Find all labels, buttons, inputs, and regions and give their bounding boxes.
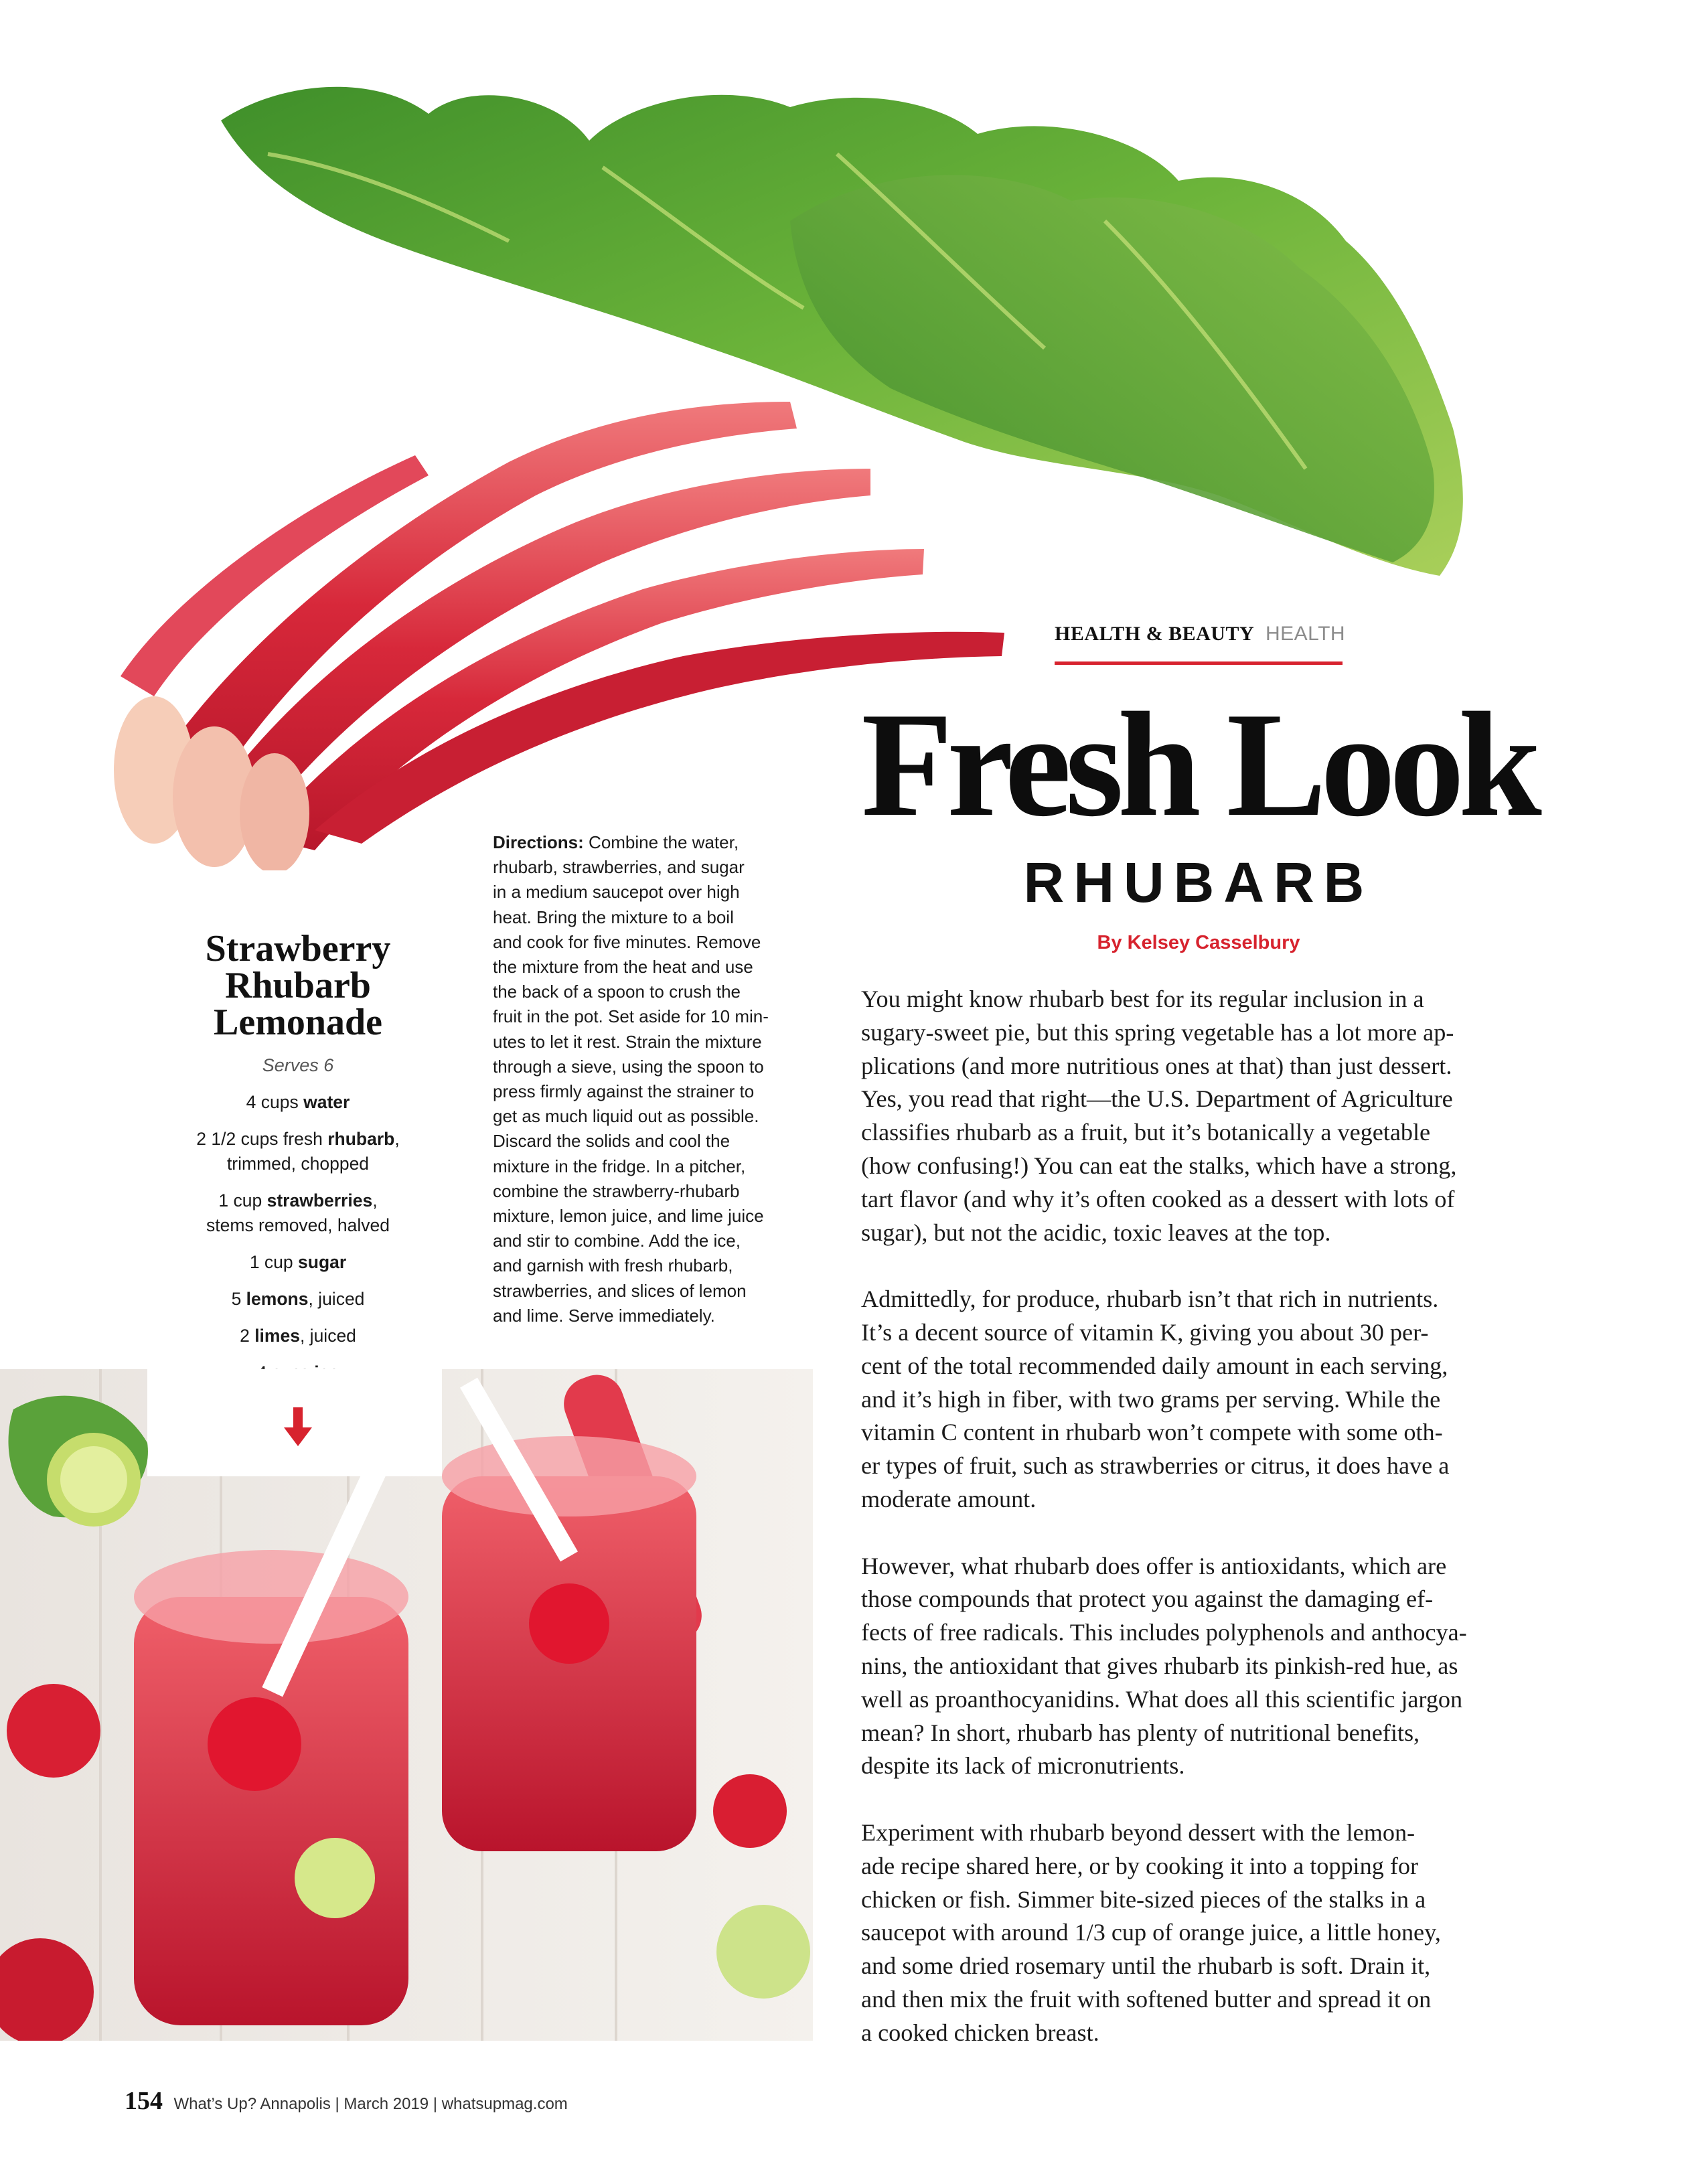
article-paragraph: Admittedly, for produce, rhubarb isn’t that rich in nutrients. It’s a decent source of vitamin K, giving you about 30 per- cent of the total recommended daily amount in each serving, and it’s high in fiber, with two grams per serving. While the vitamin C content in rhubarb won’t compete with some oth- er types of fruit, such as strawberries or citrus, it does have a moderate amount.	[861, 1285, 1450, 1512]
page-number: 154	[125, 2087, 163, 2115]
ingredient-note: , stems removed, halved	[206, 1190, 390, 1235]
article-body	[861, 983, 1551, 2050]
ingredient-qty: 5	[231, 1289, 246, 1309]
ingredient-qty: 1 cup	[249, 1252, 299, 1272]
headline: Fresh Look	[861, 682, 1536, 848]
ingredient-item	[154, 1287, 442, 1312]
ingredient-name: limes	[254, 1326, 300, 1346]
ingredient-note: , trimmed, chopped	[226, 1129, 400, 1174]
directions-label: Directions:	[493, 832, 584, 852]
page-footer	[125, 2086, 568, 2116]
section-secondary: HEALTH	[1265, 623, 1346, 645]
section-primary: HEALTH & BEAUTY	[1055, 623, 1255, 645]
ingredient-item	[154, 1188, 442, 1238]
article-paragraph: However, what rhubarb does offer is antioxidants, which are those compounds that protect you against the damaging ef- fects of free radicals. This includes polyphenols and anthocya- nins, the antioxidant that gives rhubarb its pinkish-red hue, as well as proanthocyanidins. What does all this scientific jargon mean? In short, rhubarb has plenty of nutritional benefits, despite its lack of micronutrients.	[861, 1552, 1467, 1780]
drink-glass-right	[442, 1378, 696, 1851]
ingredient-note: , juiced	[299, 1326, 356, 1346]
ingredient-qty: 1 cup	[218, 1190, 267, 1211]
lemonade-photo	[0, 1369, 813, 2041]
rhubarb-leaves	[221, 87, 1463, 576]
ingredient-note: , juiced	[308, 1289, 365, 1309]
ingredient-name: water	[303, 1092, 350, 1112]
ingredient-name: strawberries	[266, 1190, 373, 1211]
ingredient-item	[154, 1250, 442, 1275]
section-divider	[1055, 661, 1343, 665]
ingredient-item	[154, 1090, 442, 1115]
directions-text: Combine the water, rhubarb, strawberries, and sugar in a medium saucepot over high heat. Bring the mixture to a boil and cook for five minutes. Remove the mixture from the heat and use the back of a spoon to crush the fruit in the pot. Set aside for 10 min- utes to let it rest. Strain the mixture through a sieve, using the spoon to press firmly against the strainer to get as much liquid out as possible. Discard the solids and cool the mixture in the fridge. In a pitcher, combine the strawberry-rhubarb mixture, lemon juice, and lime juice and stir to combine. Add the ice, and garnish with fresh rhubarb, strawberries, and slices of lemon and lime. Serve immediately.	[493, 832, 769, 1326]
ingredient-qty: 2 1/2 cups fresh	[196, 1129, 328, 1149]
ingredient-name: sugar	[298, 1252, 347, 1272]
subhead: RHUBARB	[1023, 851, 1374, 914]
ingredient-qty: 4 cups	[246, 1092, 304, 1112]
ingredient-list	[154, 1090, 442, 1397]
recipe-title: Strawberry Rhubarb Lemonade	[205, 928, 391, 1043]
ingredient-qty: 2	[240, 1326, 255, 1346]
recipe-serves: Serves 6	[262, 1055, 334, 1075]
article-paragraph: You might know rhubarb best for its regular inclusion in a sugary-sweet pie, but this spring vegetable has a lot more ap- plications (and more nutritious ones at that) than just dessert. Yes, you read that right—the U.S. Department of Agriculture classifies rhubarb as a fruit, but it’s botanically a vegetable (how confusing!) You can eat the stalks, which have a strong, tart flavor (and why it’s often cooked as a dessert with lots of sugar), but not the acidic, toxic leaves at the top.	[861, 986, 1457, 1246]
ingredient-item	[154, 1127, 442, 1176]
ingredient-name: lemons	[246, 1289, 309, 1309]
recipe-directions	[493, 830, 821, 1328]
publication-info: What’s Up? Annapolis | March 2019 | whatsupmag.com	[173, 2095, 568, 2113]
ingredient-item	[154, 1324, 442, 1348]
arrow-down-icon	[281, 1407, 315, 1448]
byline: By Kelsey Casselbury	[1097, 932, 1300, 953]
ingredient-name: rhubarb	[327, 1129, 395, 1149]
article-paragraph: Experiment with rhubarb beyond dessert with the lemon- ade recipe shared here, or by cooking it into a topping for chicken or fish. Simmer bite-sized pieces of the stalks in a saucepot with around 1/3 cup of orange juice, a little honey, and some dried rosemary until the rhubarb is soft. Drain it, and then mix the fruit with softened butter and spread it on a cooked chicken breast.	[861, 1818, 1441, 2046]
section-tag	[1055, 623, 1346, 645]
